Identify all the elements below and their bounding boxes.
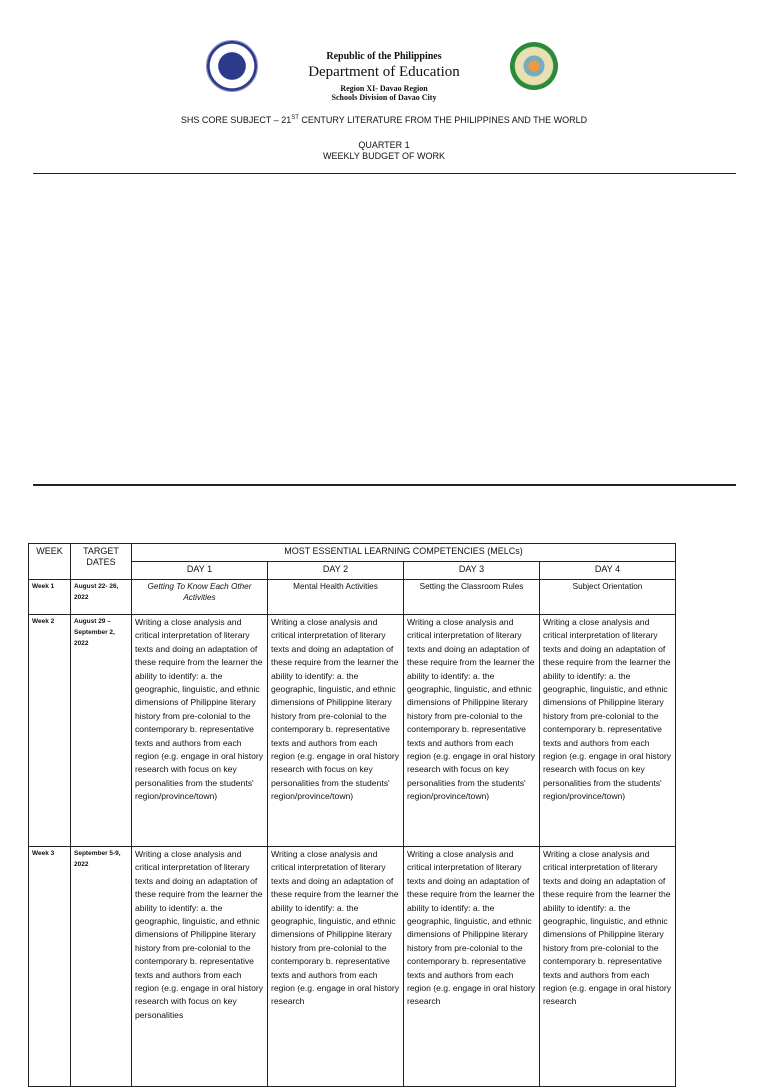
header-day-2: DAY 2 bbox=[268, 562, 404, 580]
day-cell: Writing a close analysis and critical interpretation of literary texts and doing an adaptation of these require from the learner the ability to identify: a. the geographic, linguistic, and ethnic dimensions of Philippine literary history from pre-colonial to the contemporary b. representative texts and authors from each region (e.g. engage in oral history research bbox=[404, 847, 540, 1087]
region-label: Region XI- Davao Region bbox=[340, 84, 428, 93]
day-cell: Writing a close analysis and critical interpretation of literary texts and doing an adaptation of these require from the learner the ability to identify: a. the geographic, linguistic, and ethnic dimensions of Philippine literary history from pre-colonial to the contemporary b. representative texts and authors from each region (e.g. engage in oral history research with focus on key personalities from the students' region/province/town) bbox=[132, 615, 268, 847]
dates-cell: September 5-9, 2022 bbox=[71, 847, 132, 1087]
table-row bbox=[29, 580, 676, 615]
subject-sup: ST bbox=[291, 115, 299, 121]
department-title: Department of Education bbox=[308, 64, 460, 80]
header-melcs: MOST ESSENTIAL LEARNING COMPETENCIES (MELCs) bbox=[132, 544, 676, 562]
header-day-1: DAY 1 bbox=[132, 562, 268, 580]
dates-cell: August 29 – September 2, 2022 bbox=[71, 615, 132, 847]
subject-title bbox=[0, 115, 768, 125]
table-row bbox=[29, 847, 676, 1087]
day-cell: Writing a close analysis and critical interpretation of literary texts and doing an adaptation of these require from the learner the ability to identify: a. the geographic, linguistic, and ethnic dimensions of Philippine literary history from pre-colonial to the contemporary b. representative texts and authors from each region (e.g. engage in oral history research bbox=[268, 847, 404, 1087]
divider-bottom bbox=[33, 484, 736, 486]
document-title: WEEKLY BUDGET OF WORK bbox=[322, 151, 446, 161]
header-day-4: DAY 4 bbox=[540, 562, 676, 580]
division-label: Schools Division of Davao City bbox=[331, 93, 437, 102]
divider-top bbox=[33, 173, 736, 174]
day-cell: Mental Health Activities bbox=[268, 580, 404, 615]
day-cell: Writing a close analysis and critical interpretation of literary texts and doing an adaptation of these require from the learner the ability to identify: a. the geographic, linguistic, and ethnic dimensions of Philippine literary history from pre-colonial to the contemporary b. representative texts and authors from each region (e.g. engage in oral history research with focus on key personalities bbox=[132, 847, 268, 1087]
header-day-3: DAY 3 bbox=[404, 562, 540, 580]
day-cell: Subject Orientation bbox=[540, 580, 676, 615]
header-target-dates: TARGET DATES bbox=[71, 544, 132, 580]
header-week: WEEK bbox=[29, 544, 71, 580]
day-cell: Writing a close analysis and critical interpretation of literary texts and doing an adaptation of these require from the learner the ability to identify: a. the geographic, linguistic, and ethnic dimensions of Philippine literary history from pre-colonial to the contemporary b. representative texts and authors from each region (e.g. engage in oral history research with focus on key personalities from the students' region/province/town) bbox=[404, 615, 540, 847]
week-cell: Week 2 bbox=[29, 615, 71, 847]
day-cell: Writing a close analysis and critical interpretation of literary texts and doing an adaptation of these require from the learner the ability to identify: a. the geographic, linguistic, and ethnic dimensions of Philippine literary history from pre-colonial to the contemporary b. representative texts and authors from each region (e.g. engage in oral history research with focus on key personalities from the students' region/province/town) bbox=[540, 615, 676, 847]
day-cell: Getting To Know Each Other Activities bbox=[132, 580, 268, 615]
weekly-budget-table bbox=[28, 543, 676, 1087]
dates-cell: August 22- 26, 2022 bbox=[71, 580, 132, 615]
day-cell: Writing a close analysis and critical interpretation of literary texts and doing an adaptation of these require from the learner the ability to identify: a. the geographic, linguistic, and ethnic dimensions of Philippine literary history from pre-colonial to the contemporary b. representative texts and authors from each region (e.g. engage in oral history research with focus on key personalities from the students' region/province/town) bbox=[268, 615, 404, 847]
day-cell: Setting the Classroom Rules bbox=[404, 580, 540, 615]
republic-label: Republic of the Philippines bbox=[326, 51, 442, 62]
quarter-label: QUARTER 1 bbox=[358, 140, 410, 150]
table-row bbox=[29, 615, 676, 847]
subject-prefix: SHS CORE SUBJECT – 21 bbox=[180, 115, 292, 125]
day-cell: Writing a close analysis and critical interpretation of literary texts and doing an adaptation of these require from the learner the ability to identify: a. the geographic, linguistic, and ethnic dimensions of Philippine literary history from pre-colonial to the contemporary b. representative texts and authors from each region (e.g. engage in oral history research bbox=[540, 847, 676, 1087]
week-cell: Week 1 bbox=[29, 580, 71, 615]
subject-suffix: CENTURY LITERATURE FROM THE PHILIPPINES AND THE WORLD bbox=[298, 115, 588, 125]
week-cell: Week 3 bbox=[29, 847, 71, 1087]
